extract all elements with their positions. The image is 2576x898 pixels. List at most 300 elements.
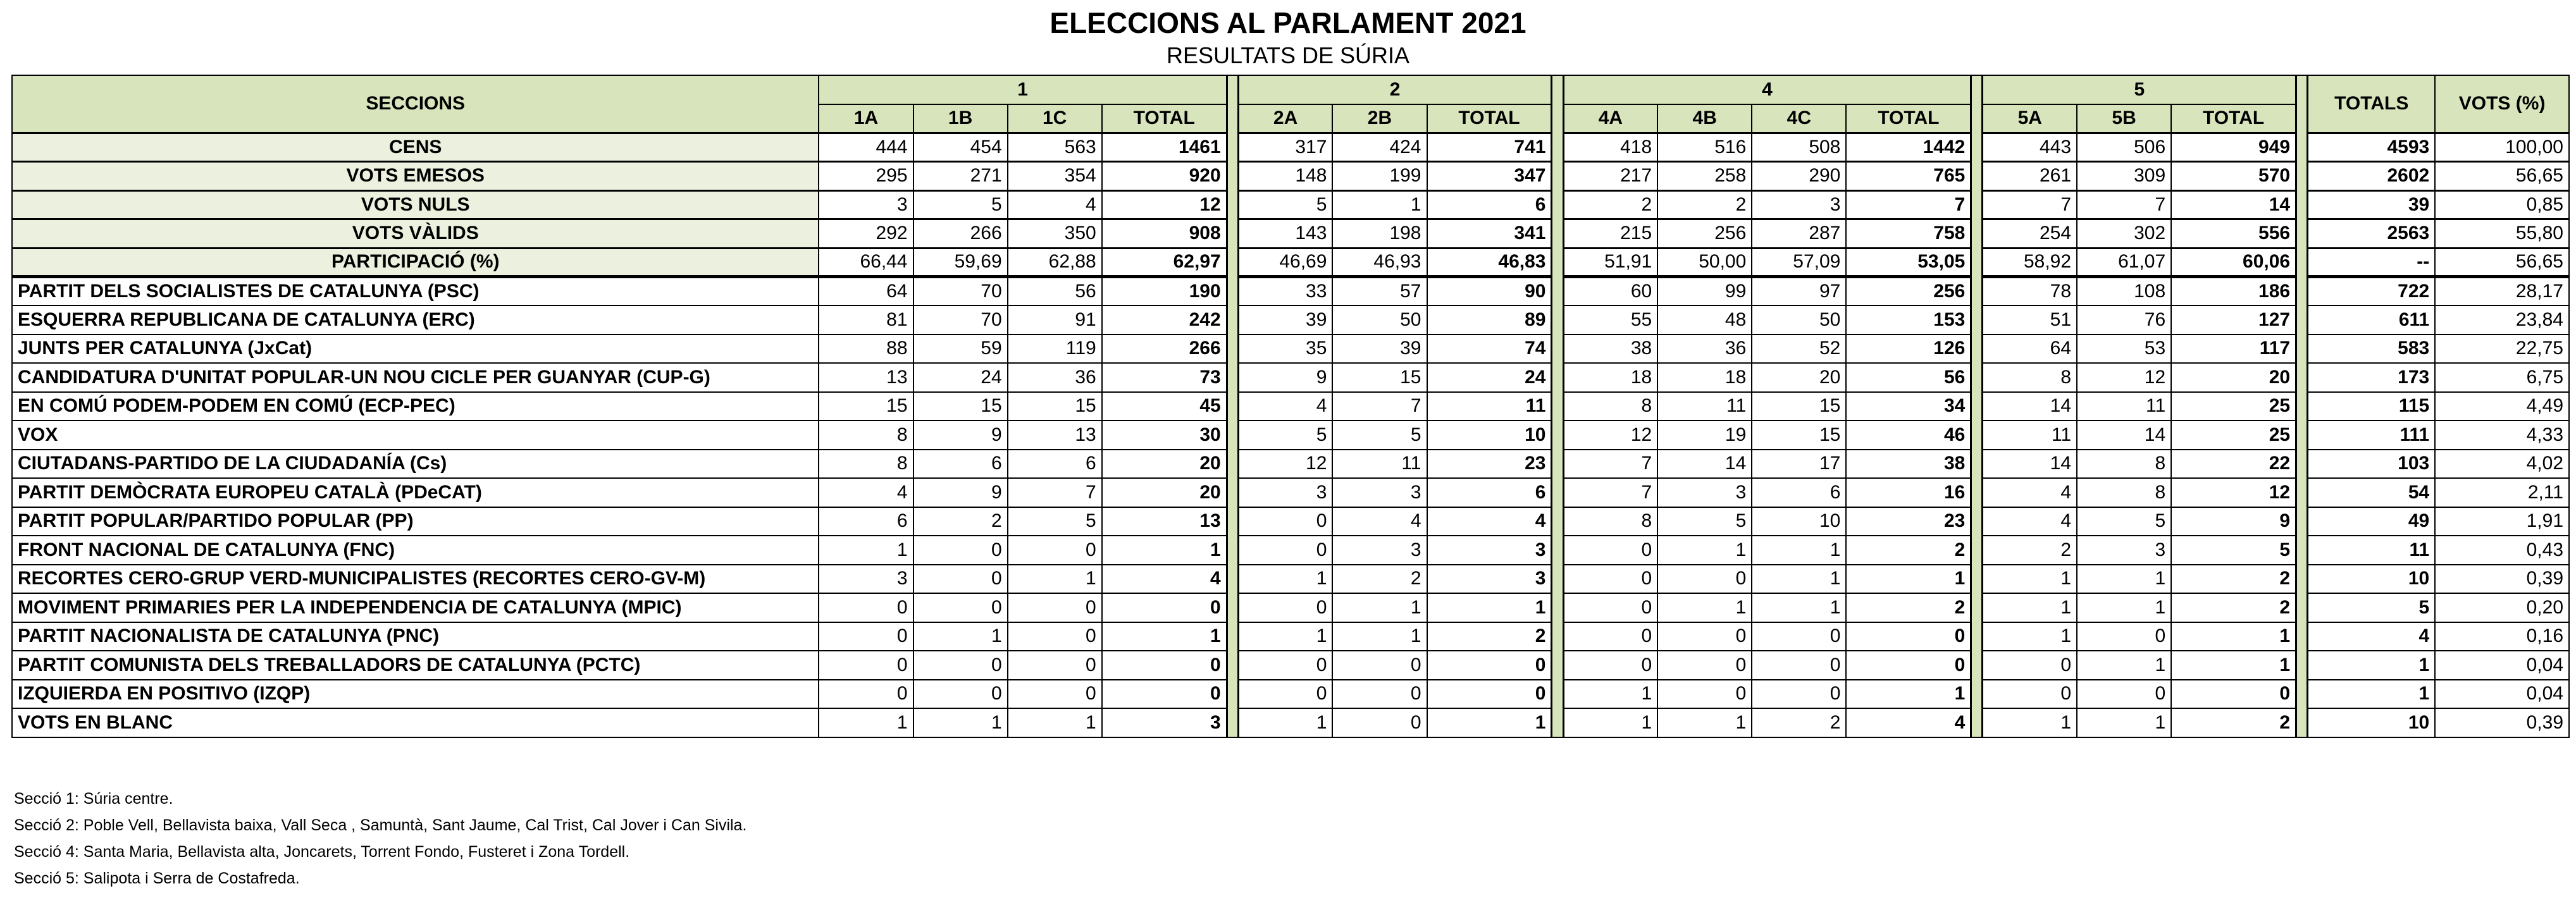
column-header: 2B (1332, 104, 1427, 133)
row-label: VOTS EMESOS (12, 162, 819, 191)
value-cell: 12 (1238, 450, 1332, 479)
vote-pct-cell: 6,75 (2435, 363, 2569, 392)
row-label: IZQUIERDA EN POSITIVO (IZQP) (12, 680, 819, 709)
value-cell: 1 (1657, 593, 1752, 622)
value-cell: 143 (1238, 219, 1332, 249)
value-cell: 295 (819, 162, 913, 191)
section-total-cell: 741 (1427, 133, 1552, 162)
party-row (12, 450, 2569, 479)
value-cell: 1 (1752, 536, 1846, 565)
value-cell: 14 (1983, 450, 2077, 479)
value-cell: 59 (913, 335, 1008, 364)
value-cell: 0 (819, 651, 913, 680)
section-total-cell: 0 (1102, 593, 1227, 622)
value-cell: 9 (913, 421, 1008, 450)
value-cell: 198 (1332, 219, 1427, 249)
value-cell: 0 (913, 536, 1008, 565)
section-total-cell: 6 (1427, 190, 1552, 219)
vote-pct-cell: 4,49 (2435, 392, 2569, 421)
row-label: VOTS EN BLANC (12, 708, 819, 737)
value-cell: 0 (913, 593, 1008, 622)
row-label: CIUTADANS-PARTIDO DE LA CIUDADANÍA (Cs) (12, 450, 819, 479)
value-cell: 148 (1238, 162, 1332, 191)
grand-total-cell: 2563 (2308, 219, 2435, 249)
section-total-cell: 34 (1846, 392, 1971, 421)
value-cell: 1 (1752, 593, 1846, 622)
value-cell: 61,07 (2077, 248, 2171, 277)
value-cell: 1 (2077, 593, 2171, 622)
row-label: MOVIMENT PRIMARIES PER LA INDEPENDENCIA DE CATALUNYA (MPIC) (12, 593, 819, 622)
grand-total-cell: 103 (2308, 450, 2435, 479)
section-total-cell: 2 (1846, 536, 1971, 565)
section-total-cell: 89 (1427, 305, 1552, 335)
section-header: 5 (1983, 75, 2296, 104)
section-total-cell: 242 (1102, 305, 1227, 335)
value-cell: 62,88 (1008, 248, 1102, 277)
value-cell: 1 (1008, 565, 1102, 594)
value-cell: 0 (1008, 536, 1102, 565)
value-cell: 13 (819, 363, 913, 392)
value-cell: 0 (1008, 680, 1102, 709)
section-total-cell: 3 (1427, 536, 1552, 565)
value-cell: 3 (819, 190, 913, 219)
value-cell: 2 (1563, 190, 1657, 219)
value-cell: 1 (2077, 565, 2171, 594)
value-cell: 1 (913, 622, 1008, 651)
section-total-cell: 153 (1846, 305, 1971, 335)
party-row (12, 680, 2569, 709)
value-cell: 0 (2077, 680, 2171, 709)
section-total-cell: 0 (1846, 651, 1971, 680)
value-cell: 0 (1008, 651, 1102, 680)
value-cell: 18 (1563, 363, 1657, 392)
section-total-cell: 1442 (1846, 133, 1971, 162)
party-row (12, 305, 2569, 335)
value-cell: 57 (1332, 277, 1427, 306)
section-total-cell: 1 (1846, 565, 1971, 594)
vote-pct-cell: 56,65 (2435, 162, 2569, 191)
row-label: JUNTS PER CATALUNYA (JxCat) (12, 335, 819, 364)
section-total-cell: 347 (1427, 162, 1552, 191)
vote-pct-cell: 0,20 (2435, 593, 2569, 622)
value-cell: 64 (819, 277, 913, 306)
value-cell: 1 (2077, 651, 2171, 680)
section-total-cell: 256 (1846, 277, 1971, 306)
party-row (12, 392, 2569, 421)
value-cell: 4 (1238, 392, 1332, 421)
value-cell: 424 (1332, 133, 1427, 162)
row-label: VOTS VÀLIDS (12, 219, 819, 249)
grand-total-cell: 115 (2308, 392, 2435, 421)
party-row (12, 593, 2569, 622)
value-cell: 1 (1563, 680, 1657, 709)
vote-pct-cell: 22,75 (2435, 335, 2569, 364)
column-header: 4A (1563, 104, 1657, 133)
row-label: PARTIT COMUNISTA DELS TREBALLADORS DE CATALUNYA (PCTC) (12, 651, 819, 680)
value-cell: 0 (1563, 536, 1657, 565)
value-cell: 4 (1983, 507, 2077, 536)
section-total-cell: 25 (2171, 392, 2296, 421)
party-row (12, 478, 2569, 507)
section-total-cell: 23 (1427, 450, 1552, 479)
value-cell: 0 (913, 680, 1008, 709)
value-cell: 0 (1752, 622, 1846, 651)
row-label: PARTIT NACIONALISTA DE CATALUNYA (PNC) (12, 622, 819, 651)
value-cell: 7 (1563, 478, 1657, 507)
party-row (12, 565, 2569, 594)
section-total-cell: 16 (1846, 478, 1971, 507)
section-total-cell: 341 (1427, 219, 1552, 249)
value-cell: 317 (1238, 133, 1332, 162)
value-cell: 454 (913, 133, 1008, 162)
note-line: Secció 2: Poble Vell, Bellavista baixa, Vall Seca , Samuntà, Sant Jaume, Cal Trist, Cal Jover i Can Sivila. (14, 816, 747, 834)
section-total-cell: 570 (2171, 162, 2296, 191)
value-cell: 15 (1752, 421, 1846, 450)
vote-pct-cell: 0,39 (2435, 708, 2569, 737)
value-cell: 9 (913, 478, 1008, 507)
party-row (12, 507, 2569, 536)
grand-total-cell: 2602 (2308, 162, 2435, 191)
section-total-cell: 127 (2171, 305, 2296, 335)
value-cell: 36 (1657, 335, 1752, 364)
vote-pct-cell: 23,84 (2435, 305, 2569, 335)
totals-header: TOTALS (2308, 75, 2435, 133)
section-total-cell: 908 (1102, 219, 1227, 249)
value-cell: 33 (1238, 277, 1332, 306)
summary-row (12, 162, 2569, 191)
value-cell: 108 (2077, 277, 2171, 306)
row-label: CANDIDATURA D'UNITAT POPULAR-UN NOU CICLE PER GUANYAR (CUP-G) (12, 363, 819, 392)
value-cell: 4 (1332, 507, 1427, 536)
grand-total-cell: -- (2308, 248, 2435, 277)
section-total-cell: 2 (1846, 593, 1971, 622)
value-cell: 1 (819, 536, 913, 565)
column-header: TOTAL (1427, 104, 1552, 133)
section-total-cell: 12 (2171, 478, 2296, 507)
section-total-cell: 1 (1427, 708, 1552, 737)
section-total-cell: 758 (1846, 219, 1971, 249)
value-cell: 14 (2077, 421, 2171, 450)
value-cell: 11 (1657, 392, 1752, 421)
value-cell: 0 (1983, 651, 2077, 680)
value-cell: 78 (1983, 277, 2077, 306)
grand-total-cell: 611 (2308, 305, 2435, 335)
row-label: FRONT NACIONAL DE CATALUNYA (FNC) (12, 536, 819, 565)
section-total-cell: 45 (1102, 392, 1227, 421)
value-cell: 0 (1238, 593, 1332, 622)
section-total-cell: 1 (1102, 622, 1227, 651)
value-cell: 217 (1563, 162, 1657, 191)
section-total-cell: 14 (2171, 190, 2296, 219)
section-total-cell: 266 (1102, 335, 1227, 364)
section-total-cell: 12 (1102, 190, 1227, 219)
section-total-cell: 73 (1102, 363, 1227, 392)
summary-row (12, 190, 2569, 219)
section-notes (14, 785, 746, 892)
vote-pct-cell: 1,91 (2435, 507, 2569, 536)
section-total-cell: 3 (1102, 708, 1227, 737)
column-header: 1C (1008, 104, 1102, 133)
value-cell: 302 (2077, 219, 2171, 249)
value-cell: 5 (1332, 421, 1427, 450)
section-total-cell: 2 (2171, 565, 2296, 594)
column-header: TOTAL (1846, 104, 1971, 133)
value-cell: 254 (1983, 219, 2077, 249)
value-cell: 3 (1657, 478, 1752, 507)
section-total-cell: 126 (1846, 335, 1971, 364)
vote-pct-cell: 0,04 (2435, 680, 2569, 709)
section-total-cell: 22 (2171, 450, 2296, 479)
value-cell: 215 (1563, 219, 1657, 249)
value-cell: 0 (1238, 680, 1332, 709)
value-cell: 0 (1657, 622, 1752, 651)
section-total-cell: 46,83 (1427, 248, 1552, 277)
value-cell: 5 (1008, 507, 1102, 536)
summary-row (12, 133, 2569, 162)
summary-row (12, 219, 2569, 249)
section-total-cell: 20 (1102, 478, 1227, 507)
value-cell: 1 (1008, 708, 1102, 737)
grand-total-cell: 173 (2308, 363, 2435, 392)
value-cell: 258 (1657, 162, 1752, 191)
section-total-cell: 46 (1846, 421, 1971, 450)
value-cell: 4 (1008, 190, 1102, 219)
value-cell: 1 (1983, 622, 2077, 651)
row-label: PARTIT DELS SOCIALISTES DE CATALUNYA (PSC) (12, 277, 819, 306)
section-total-cell: 3 (1427, 565, 1552, 594)
value-cell: 3 (819, 565, 913, 594)
vote-pct-cell: 0,85 (2435, 190, 2569, 219)
value-cell: 418 (1563, 133, 1657, 162)
vote-pct-cell: 56,65 (2435, 248, 2569, 277)
value-cell: 199 (1332, 162, 1427, 191)
value-cell: 0 (1238, 507, 1332, 536)
party-row (12, 363, 2569, 392)
section-total-cell: 920 (1102, 162, 1227, 191)
row-label: PARTIT POPULAR/PARTIDO POPULAR (PP) (12, 507, 819, 536)
section-total-cell: 23 (1846, 507, 1971, 536)
note-line: Secció 1: Súria centre. (14, 790, 173, 808)
party-row (12, 421, 2569, 450)
value-cell: 3 (1238, 478, 1332, 507)
section-total-cell: 765 (1846, 162, 1971, 191)
value-cell: 0 (819, 622, 913, 651)
value-cell: 1 (1332, 593, 1427, 622)
section-total-cell: 7 (1846, 190, 1971, 219)
value-cell: 99 (1657, 277, 1752, 306)
grand-total-cell: 54 (2308, 478, 2435, 507)
value-cell: 1 (2077, 708, 2171, 737)
value-cell: 2 (1657, 190, 1752, 219)
value-cell: 1 (1238, 622, 1332, 651)
value-cell: 6 (913, 450, 1008, 479)
value-cell: 0 (1657, 565, 1752, 594)
vote-pct-cell: 4,02 (2435, 450, 2569, 479)
section-total-cell: 4 (1102, 565, 1227, 594)
section-total-cell: 74 (1427, 335, 1552, 364)
value-cell: 292 (819, 219, 913, 249)
value-cell: 0 (1752, 680, 1846, 709)
value-cell: 6 (819, 507, 913, 536)
value-cell: 39 (1238, 305, 1332, 335)
value-cell: 0 (1332, 651, 1427, 680)
value-cell: 3 (1332, 478, 1427, 507)
value-cell: 0 (2077, 622, 2171, 651)
note-line: Secció 4: Santa Maria, Bellavista alta, Joncarets, Torrent Fondo, Fusteret i Zona Tordell. (14, 843, 630, 861)
value-cell: 0 (913, 651, 1008, 680)
value-cell: 506 (2077, 133, 2171, 162)
value-cell: 350 (1008, 219, 1102, 249)
section-total-cell: 20 (2171, 363, 2296, 392)
column-header: 5B (2077, 104, 2171, 133)
value-cell: 39 (1332, 335, 1427, 364)
value-cell: 4 (819, 478, 913, 507)
column-header: 1A (819, 104, 913, 133)
value-cell: 18 (1657, 363, 1752, 392)
value-cell: 1 (1983, 708, 2077, 737)
value-cell: 7 (1008, 478, 1102, 507)
grand-total-cell: 49 (2308, 507, 2435, 536)
section-total-cell: 1 (1102, 536, 1227, 565)
value-cell: 51 (1983, 305, 2077, 335)
section-total-cell: 2 (2171, 708, 2296, 737)
value-cell: 1 (1657, 536, 1752, 565)
value-cell: 50,00 (1657, 248, 1752, 277)
pct-header: VOTS (%) (2435, 75, 2569, 133)
value-cell: 12 (1563, 421, 1657, 450)
section-total-cell: 2 (2171, 593, 2296, 622)
value-cell: 0 (1983, 680, 2077, 709)
grand-total-cell: 39 (2308, 190, 2435, 219)
value-cell: 0 (1008, 622, 1102, 651)
column-header: 1B (913, 104, 1008, 133)
value-cell: 5 (1657, 507, 1752, 536)
section-total-cell: 556 (2171, 219, 2296, 249)
section-total-cell: 2 (1427, 622, 1552, 651)
section-total-cell: 1 (2171, 622, 2296, 651)
section-total-cell: 0 (1102, 651, 1227, 680)
grand-total-cell: 722 (2308, 277, 2435, 306)
section-total-cell: 6 (1427, 478, 1552, 507)
row-label: VOTS NULS (12, 190, 819, 219)
value-cell: 52 (1752, 335, 1846, 364)
value-cell: 2 (1752, 708, 1846, 737)
value-cell: 1 (1752, 565, 1846, 594)
value-cell: 5 (1238, 421, 1332, 450)
section-separator (2296, 75, 2308, 737)
section-header: 4 (1563, 75, 1971, 104)
value-cell: 563 (1008, 133, 1102, 162)
section-total-cell: 190 (1102, 277, 1227, 306)
section-total-cell: 62,97 (1102, 248, 1227, 277)
section-total-cell: 5 (2171, 536, 2296, 565)
value-cell: 11 (2077, 392, 2171, 421)
value-cell: 7 (2077, 190, 2171, 219)
section-total-cell: 24 (1427, 363, 1552, 392)
value-cell: 0 (1563, 622, 1657, 651)
value-cell: 58,92 (1983, 248, 2077, 277)
value-cell: 287 (1752, 219, 1846, 249)
section-total-cell: 1 (2171, 651, 2296, 680)
value-cell: 3 (1752, 190, 1846, 219)
section-total-cell: 0 (1846, 622, 1971, 651)
section-separator (1971, 75, 1983, 737)
value-cell: 2 (913, 507, 1008, 536)
section-total-cell: 9 (2171, 507, 2296, 536)
value-cell: 66,44 (819, 248, 913, 277)
value-cell: 76 (2077, 305, 2171, 335)
value-cell: 91 (1008, 305, 1102, 335)
value-cell: 1 (1563, 708, 1657, 737)
section-separator (1552, 75, 1563, 737)
row-label: ESQUERRA REPUBLICANA DE CATALUNYA (ERC) (12, 305, 819, 335)
party-row (12, 277, 2569, 306)
value-cell: 1 (1983, 593, 2077, 622)
value-cell: 0 (1008, 593, 1102, 622)
value-cell: 256 (1657, 219, 1752, 249)
value-cell: 8 (1563, 507, 1657, 536)
value-cell: 0 (1657, 680, 1752, 709)
row-label: EN COMÚ PODEM-PODEM EN COMÚ (ECP-PEC) (12, 392, 819, 421)
value-cell: 0 (1657, 651, 1752, 680)
value-cell: 51,91 (1563, 248, 1657, 277)
vote-pct-cell: 0,04 (2435, 651, 2569, 680)
section-total-cell: 53,05 (1846, 248, 1971, 277)
value-cell: 1 (1657, 708, 1752, 737)
vote-pct-cell: 28,17 (2435, 277, 2569, 306)
value-cell: 1 (1332, 622, 1427, 651)
section-total-cell: 90 (1427, 277, 1552, 306)
value-cell: 7 (1563, 450, 1657, 479)
value-cell: 8 (1563, 392, 1657, 421)
party-row (12, 708, 2569, 737)
section-total-cell: 56 (1846, 363, 1971, 392)
column-header: TOTAL (1102, 104, 1227, 133)
value-cell: 8 (819, 450, 913, 479)
value-cell: 6 (1008, 450, 1102, 479)
vote-pct-cell: 100,00 (2435, 133, 2569, 162)
grand-total-cell: 5 (2308, 593, 2435, 622)
row-label: PARTICIPACIÓ (%) (12, 248, 819, 277)
value-cell: 444 (819, 133, 913, 162)
value-cell: 24 (913, 363, 1008, 392)
value-cell: 46,69 (1238, 248, 1332, 277)
value-cell: 15 (1752, 392, 1846, 421)
value-cell: 60 (1563, 277, 1657, 306)
value-cell: 57,09 (1752, 248, 1846, 277)
value-cell: 12 (2077, 363, 2171, 392)
section-total-cell: 0 (1427, 680, 1552, 709)
grand-total-cell: 1 (2308, 651, 2435, 680)
section-total-cell: 11 (1427, 392, 1552, 421)
value-cell: 443 (1983, 133, 2077, 162)
section-total-cell: 0 (1102, 680, 1227, 709)
section-separator (1227, 75, 1238, 737)
value-cell: 261 (1983, 162, 2077, 191)
value-cell: 7 (1332, 392, 1427, 421)
value-cell: 14 (1657, 450, 1752, 479)
section-total-cell: 1461 (1102, 133, 1227, 162)
value-cell: 0 (819, 593, 913, 622)
column-header: 4B (1657, 104, 1752, 133)
header-row (12, 75, 2569, 104)
value-cell: 119 (1008, 335, 1102, 364)
value-cell: 17 (1752, 450, 1846, 479)
value-cell: 15 (913, 392, 1008, 421)
grand-total-cell: 583 (2308, 335, 2435, 364)
section-total-cell: 117 (2171, 335, 2296, 364)
value-cell: 11 (1332, 450, 1427, 479)
